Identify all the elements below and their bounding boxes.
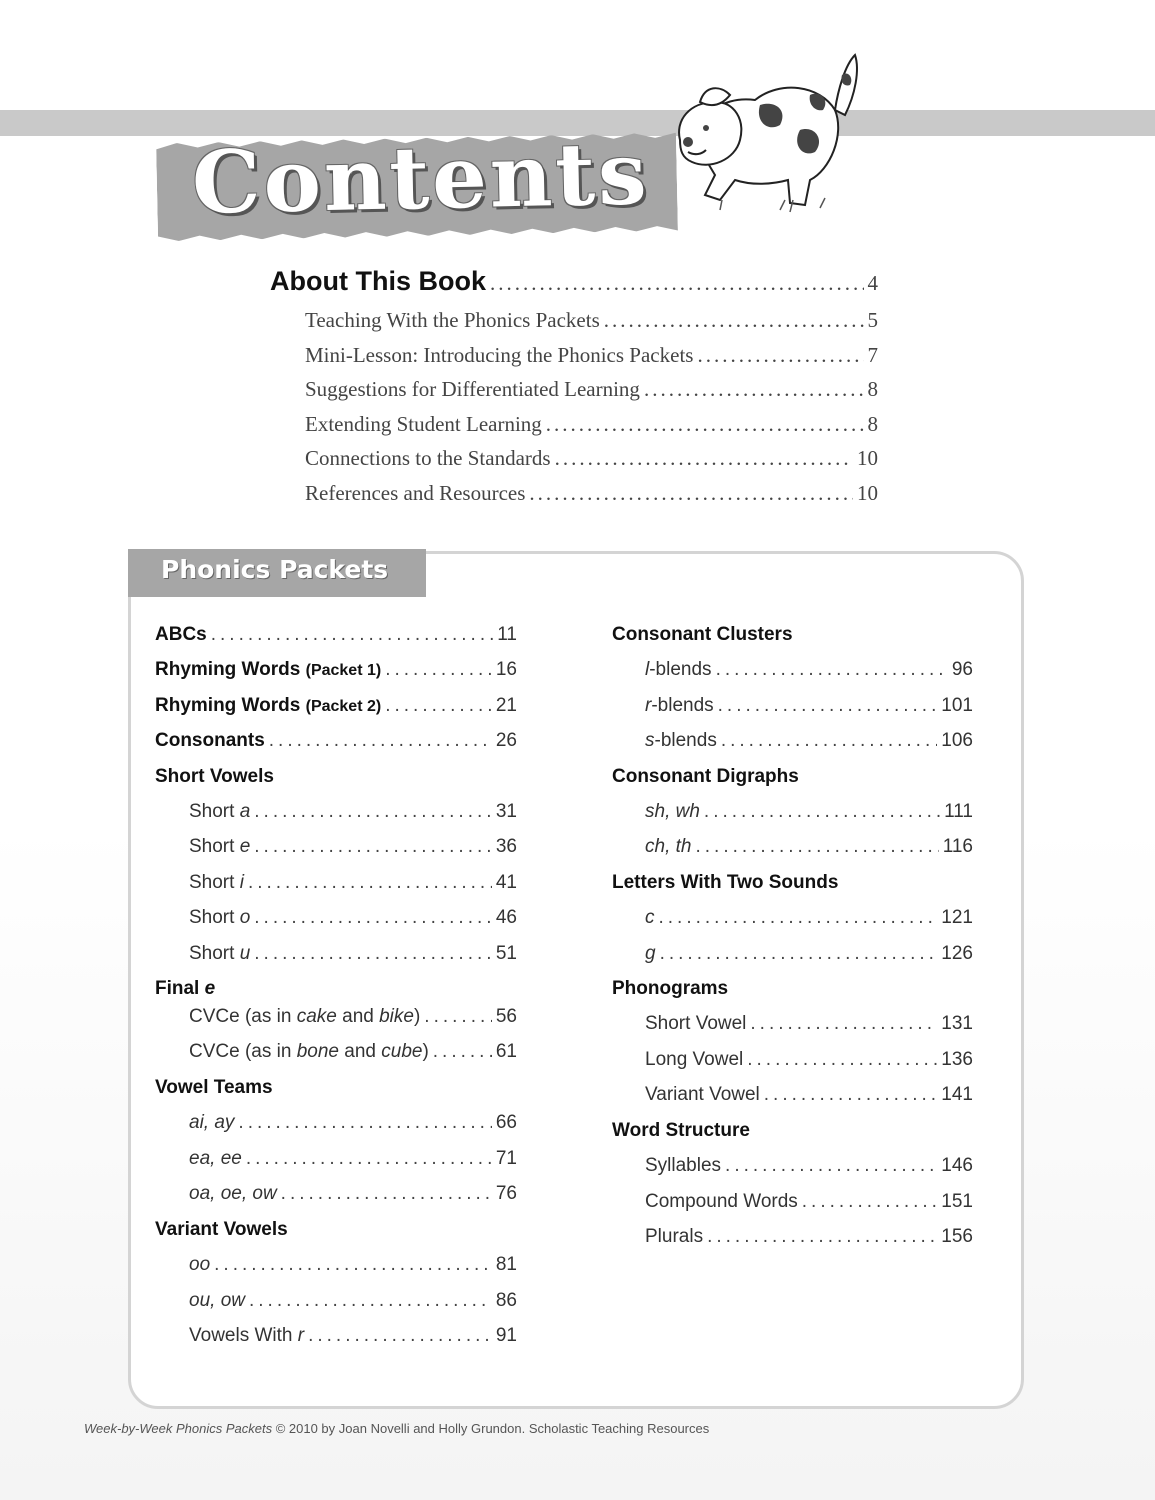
section-heading: Letters With Two Sounds [612, 872, 839, 893]
toc-item[interactable]: ea, ee ..... 71 [189, 1148, 517, 1170]
section-heading: Vowel Teams [155, 1077, 273, 1098]
toc-item[interactable]: Consonants ..... 26 [155, 730, 517, 752]
toc-page: 4 [867, 271, 878, 295]
dog-illustration-icon [660, 40, 860, 220]
toc-item[interactable]: CVCe (as in bone and cube) ..... 61 [189, 1041, 517, 1063]
toc-item[interactable]: Plurals ..... 156 [645, 1226, 973, 1248]
toc-item[interactable]: Syllables ..... 146 [645, 1155, 973, 1177]
toc-item[interactable]: ABCs ..... 11 [155, 624, 517, 646]
section-heading: Word Structure [612, 1120, 750, 1141]
toc-item[interactable]: Connections to the Standards ..... 10 [305, 446, 878, 471]
toc-item[interactable]: Teaching With the Phonics Packets ..... 5 [305, 308, 878, 333]
toc-item[interactable]: Mini-Lesson: Introducing the Phonics Packets ..... 7 [305, 343, 878, 368]
toc-label: About This Book [270, 266, 486, 296]
toc-item[interactable]: Short u ..... 51 [189, 943, 517, 965]
toc-item[interactable]: sh, wh ..... 111 [645, 801, 973, 823]
section-heading: Variant Vowels [155, 1219, 288, 1240]
toc-item[interactable]: Short o ..... 46 [189, 907, 517, 929]
toc-item[interactable]: References and Resources ..... 10 [305, 481, 878, 506]
toc-item[interactable]: Short Vowel ..... 131 [645, 1013, 973, 1035]
toc-item[interactable]: Rhyming Words (Packet 1) ..... 16 [155, 659, 517, 681]
toc-item[interactable]: Compound Words ..... 151 [645, 1191, 973, 1213]
toc-item[interactable]: ai, ay ..... 66 [189, 1112, 517, 1134]
toc-item[interactable]: Short e ..... 36 [189, 836, 517, 858]
toc-item[interactable]: Short a ..... 31 [189, 801, 517, 823]
footer-credit: Week-by-Week Phonics Packets © 2010 by Joan Novelli and Holly Grundon. Scholastic Teaching Resources [84, 1421, 710, 1436]
toc-item[interactable]: l-blends ..... 96 [645, 659, 973, 681]
toc-item[interactable]: Extending Student Learning ..... 8 [305, 412, 878, 437]
section-heading: Consonant Digraphs [612, 766, 799, 787]
section-heading: Final e [155, 978, 216, 999]
toc-item[interactable]: r-blends ..... 101 [645, 695, 973, 717]
section-heading: Phonograms [612, 978, 729, 999]
toc-item[interactable]: ch, th ..... 116 [645, 836, 973, 858]
toc-about-heading[interactable] [270, 266, 878, 297]
toc-item[interactable]: Short i ..... 41 [189, 872, 517, 894]
toc-item[interactable]: Vowels With r ..... 91 [189, 1325, 517, 1347]
section-heading: Short Vowels [155, 766, 274, 787]
toc-item[interactable]: Variant Vowel ..... 141 [645, 1084, 973, 1106]
toc-item[interactable]: oo ..... 81 [189, 1254, 517, 1276]
phonics-packets-title: Phonics Packets [161, 555, 389, 584]
toc-item[interactable]: g ..... 126 [645, 943, 973, 965]
page-title: Contents [190, 123, 651, 234]
toc-item[interactable]: Long Vowel ..... 136 [645, 1049, 973, 1071]
toc-item[interactable]: Rhyming Words (Packet 2) ..... 21 [155, 695, 517, 717]
toc-item[interactable]: CVCe (as in cake and bike) ..... 56 [189, 1006, 517, 1028]
section-heading: Consonant Clusters [612, 624, 793, 645]
toc-item[interactable]: Suggestions for Differentiated Learning ..... 8 [305, 377, 878, 402]
toc-item[interactable]: oa, oe, ow ..... 76 [189, 1183, 517, 1205]
toc-item[interactable]: s-blends ..... 106 [645, 730, 973, 752]
toc-item[interactable]: ou, ow ..... 86 [189, 1290, 517, 1312]
toc-item[interactable]: c ..... 121 [645, 907, 973, 929]
